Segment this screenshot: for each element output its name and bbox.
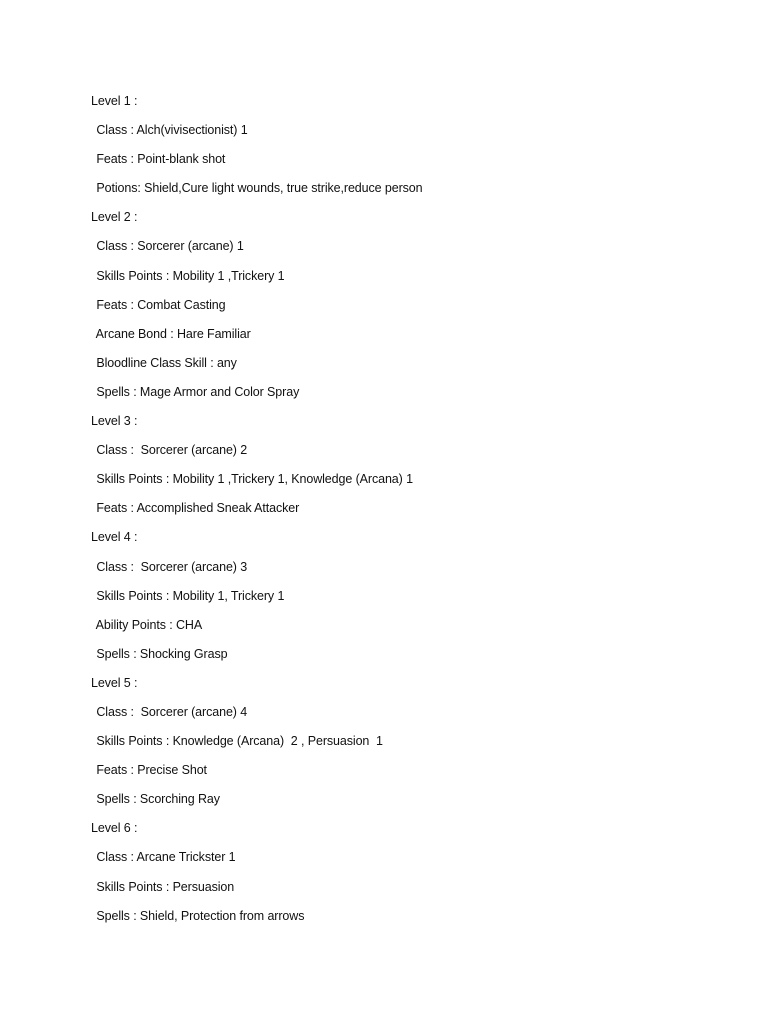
build-entry: Class : Sorcerer (arcane) 3 — [93, 559, 248, 574]
level-heading: Level 3 : — [91, 414, 138, 429]
build-entry: Skills Points : Persuasion — [93, 879, 235, 894]
build-entry: Class : Sorcerer (arcane) 2 — [93, 443, 248, 458]
build-entry: Potions: Shield,Cure light wounds, true strike,reduce person — [93, 181, 423, 196]
level-heading: Level 5 : — [91, 675, 138, 690]
build-entry: Feats : Combat Casting — [93, 297, 226, 312]
build-entry: Ability Points : CHA — [93, 617, 203, 632]
build-entry: Skills Points : Mobility 1 ,Trickery 1, Knowledge (Arcana) 1 — [93, 472, 413, 487]
build-entry: Bloodline Class Skill : any — [93, 355, 237, 370]
build-entry: Spells : Shield, Protection from arrows — [93, 908, 305, 923]
build-entry: Spells : Mage Armor and Color Spray — [93, 384, 300, 399]
build-entry: Class : Alch(vivisectionist) 1 — [93, 123, 248, 138]
level-heading: Level 6 : — [91, 821, 138, 836]
build-entry: Skills Points : Mobility 1, Trickery 1 — [93, 588, 285, 603]
build-entry: Spells : Shocking Grasp — [93, 646, 228, 661]
build-entry: Spells : Scorching Ray — [93, 792, 220, 807]
build-entry: Arcane Bond : Hare Familiar — [93, 326, 251, 341]
document-body — [91, 90, 731, 934]
build-entry: Feats : Point-blank shot — [93, 152, 226, 167]
build-entry: Skills Points : Knowledge (Arcana) 2 , Persuasion 1 — [93, 734, 383, 749]
build-entry: Class : Sorcerer (arcane) 1 — [93, 239, 244, 254]
build-entry: Class : Arcane Trickster 1 — [93, 850, 236, 865]
build-entry: Feats : Accomplished Sneak Attacker — [93, 501, 300, 516]
build-entry: Feats : Precise Shot — [93, 763, 207, 778]
level-heading: Level 2 : — [91, 210, 138, 225]
level-heading: Level 1 : — [91, 94, 138, 108]
level-heading: Level 4 : — [91, 530, 138, 545]
build-entry: Skills Points : Mobility 1 ,Trickery 1 — [93, 268, 285, 283]
build-entry: Class : Sorcerer (arcane) 4 — [93, 704, 248, 719]
